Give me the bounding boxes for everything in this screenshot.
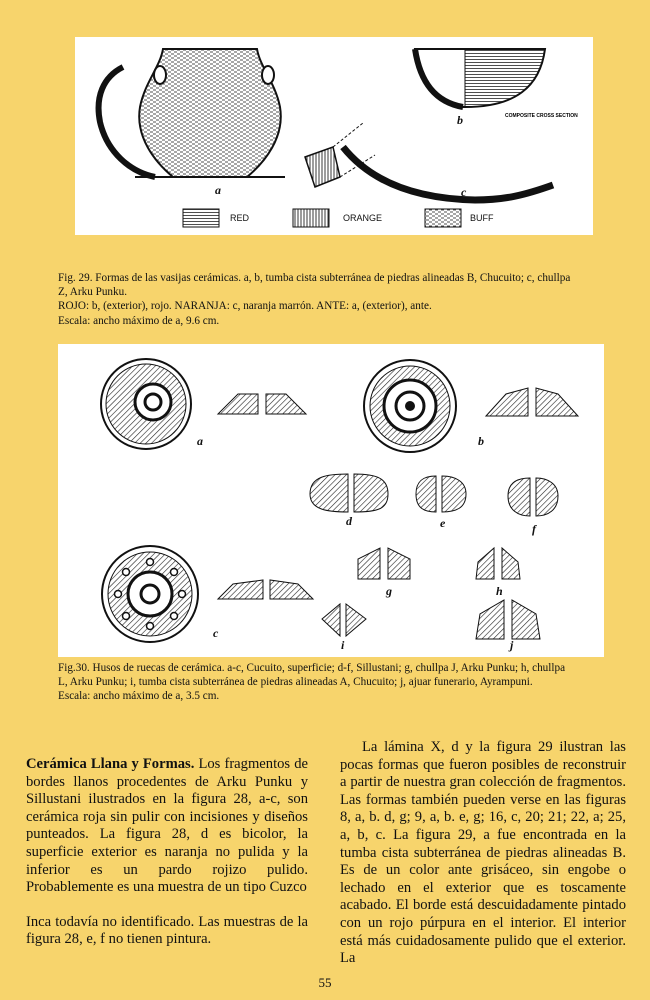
- fig30-label-e: e: [440, 516, 446, 530]
- fig30-label-i: i: [341, 638, 345, 652]
- caption-line: Fig. 29. Formas de las vasijas cerámicas. a, b, tumba cista subterránea de piedras alineadas B, Chucuito; c, chullpa: [58, 272, 571, 284]
- page-number: 55: [318, 975, 332, 990]
- fig30-label-f: f: [532, 522, 536, 536]
- fig30-label-h: h: [496, 584, 503, 598]
- whorl-b: [364, 360, 456, 452]
- fig30-label-c: c: [213, 626, 219, 640]
- legend-orange-label: ORANGE: [343, 213, 383, 223]
- figure-30-drawing: [58, 344, 604, 657]
- whorl-h: [476, 548, 494, 579]
- fig30-label-b: b: [478, 434, 484, 448]
- figure-30-image: [58, 344, 604, 657]
- caption-line: L, Arku Punku; i, tumba cista subterránea de piedras alineadas A, Chucuito; j, ajuar funerario, Ayrampuni.: [58, 676, 533, 689]
- caption-line: Z, Arku Punku.: [58, 286, 127, 299]
- right-paragraph: La lámina X, d y la figura 29 ilustran las pocas formas que fueron posibles de reconstruir a partir de nuestra gran colección de fragmentos. Las formas también pueden verse en las figuras 8, a, b. d, g; 9, a, b. e, g; 16, c, 20; 21; 22, a; 25, a, b, c. La figura 29, a fue encontrada en la tumba cista subterránea de piedras alineadas B. Es de un color ante grisáceo, sin engobe o lechado en el exterior que es toscamente acabado. El borde está descuidadamente pintado con un rojo púrpura en el interior. El interior está más cuidadosamente pulido que el exterior. La: [340, 739, 626, 967]
- whorl-a: [101, 359, 191, 449]
- whorl-a-section: [218, 394, 306, 414]
- caption-line: Fig.30. Husos de ruecas de cerámica. a-c, Cucuito, superficie; d-f, Sillustani; g, chullpa J, Arku Punku; h, chullpa: [58, 662, 566, 674]
- legend-orange-swatch: [293, 209, 329, 227]
- legend-red-label: RED: [230, 213, 250, 223]
- fig30-label-j: j: [510, 638, 514, 652]
- caption-line: Escala: ancho máximo de a, 9.6 cm.: [58, 314, 220, 327]
- section-heading: Cerámica Llana y Formas.: [26, 756, 195, 772]
- left-paragraph-1-text: Los fragmentos de bordes llanos procedentes de Arku Punku y Sillustani ilustrados en la figura 28, a-c, son cerámica roja sin pulir con incisiones y diseños punteados. La figura 28, d es bicolor, la superficie exterior es naranja no pulida y la inferior es un pardo rojizo pulido. Probablemente es una muestra de un tipo Cuzco: [26, 756, 308, 896]
- whorl-j: [476, 600, 504, 639]
- figure-29-caption: [58, 271, 603, 328]
- fig30-label-d: d: [346, 514, 352, 528]
- svg-text:COMPOSITE CROSS SECTION: COMPOSITE CROSS SECTION: [505, 113, 578, 119]
- whorl-d: [310, 474, 348, 512]
- whorl-f: [508, 478, 530, 516]
- left-paragraph-1: [26, 756, 308, 897]
- whorl-e: [416, 476, 436, 512]
- left-paragraph-2: Inca todavía no identificado. Las muestras de la figura 28, e, f no tienen pintura.: [26, 913, 308, 948]
- right-column: [340, 739, 626, 968]
- legend-red-swatch: [183, 209, 219, 227]
- figure-29-image: [75, 37, 593, 235]
- caption-line: Escala: ancho máximo de a, 3.5 cm.: [58, 690, 220, 703]
- whorl-c: [102, 546, 198, 642]
- left-column: [26, 756, 308, 949]
- whorl-b-section: [486, 388, 578, 416]
- fig30-label-g: g: [386, 584, 392, 598]
- whorl-c-section: [218, 580, 313, 599]
- legend-buff-swatch: [425, 209, 461, 227]
- whorl-g: [358, 548, 380, 579]
- whorl-i: [322, 604, 340, 636]
- legend-buff-label: BUFF: [470, 213, 494, 223]
- figure-29-drawing: [75, 37, 593, 235]
- figure-30-caption: [58, 661, 603, 704]
- caption-line: ROJO: b, (exterior), rojo. NARANJA: c, naranja marrón. ANTE: a, (exterior), ante.: [58, 300, 432, 313]
- fig29-label-c: c: [461, 185, 467, 199]
- fig29-label-b: b: [457, 113, 463, 127]
- fig29-label-a: a: [215, 183, 221, 197]
- fig30-label-a: a: [197, 434, 203, 448]
